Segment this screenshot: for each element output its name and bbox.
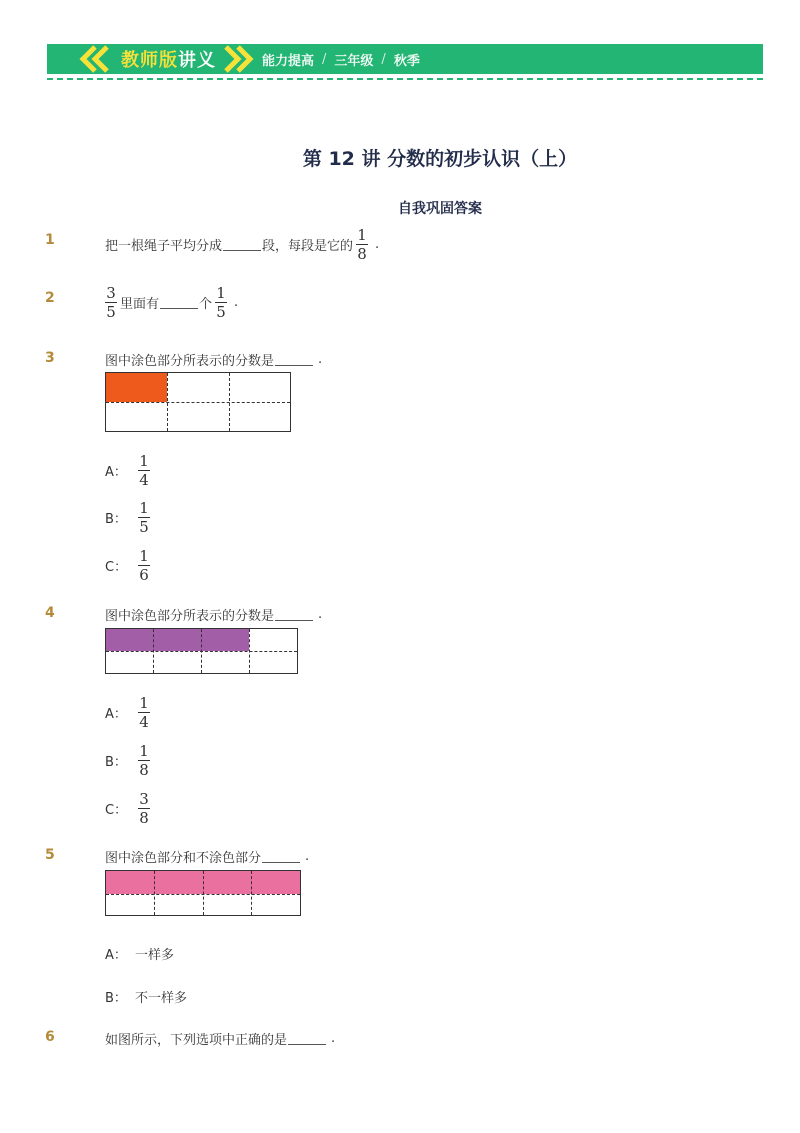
q1-text-a: 把一根绳子平均分成 bbox=[105, 239, 223, 254]
fraction-numerator: 1 bbox=[357, 226, 367, 244]
q5-text: 图中涂色部分和不涂色部分 bbox=[105, 851, 262, 866]
option-label: B： bbox=[105, 755, 127, 770]
grid-divider bbox=[251, 871, 252, 915]
brand-part2: 讲义 bbox=[178, 50, 216, 71]
fraction-grid-figure bbox=[105, 628, 298, 674]
q1-text-b: 段，每段是它的 bbox=[262, 239, 354, 254]
q2-text-b: 个 bbox=[199, 297, 213, 312]
crumb-separator: / bbox=[322, 51, 327, 67]
question-2 bbox=[105, 284, 238, 321]
crumb-separator: / bbox=[381, 51, 386, 67]
q6-text: 如图所示，下列选项中正确的是 bbox=[105, 1033, 288, 1048]
question-1 bbox=[105, 226, 379, 263]
fraction bbox=[138, 790, 150, 827]
option-label: C： bbox=[105, 803, 128, 818]
fraction-denominator: 5 bbox=[216, 303, 226, 321]
q3-text: 图中涂色部分所表示的分数是 bbox=[105, 354, 275, 369]
fraction-grid-figure bbox=[105, 372, 291, 432]
fraction-denominator: 6 bbox=[139, 566, 149, 584]
fraction bbox=[138, 452, 150, 489]
question-number: 6 bbox=[45, 1029, 55, 1045]
option-a[interactable] bbox=[105, 944, 174, 963]
fraction-denominator: 5 bbox=[139, 518, 149, 536]
option-c[interactable] bbox=[105, 547, 153, 584]
question-number: 4 bbox=[45, 605, 55, 621]
grid-divider bbox=[154, 871, 155, 915]
fraction bbox=[138, 499, 150, 536]
question-5 bbox=[105, 847, 309, 866]
fraction-denominator: 8 bbox=[139, 761, 149, 779]
option-label: B： bbox=[105, 991, 127, 1006]
period: . bbox=[318, 352, 323, 367]
answer-blank bbox=[275, 353, 313, 366]
shaded-cell bbox=[106, 373, 167, 402]
period: . bbox=[318, 607, 323, 622]
fraction bbox=[215, 284, 227, 321]
brand-title bbox=[121, 46, 216, 72]
header-banner bbox=[47, 44, 763, 74]
option-value: 不一样多 bbox=[135, 991, 188, 1006]
question-number: 3 bbox=[45, 350, 55, 366]
fraction bbox=[356, 226, 368, 263]
option-b[interactable] bbox=[105, 987, 187, 1006]
fraction bbox=[138, 547, 150, 584]
option-label: A： bbox=[105, 465, 127, 480]
answer-blank bbox=[223, 238, 261, 251]
header-divider bbox=[47, 78, 763, 80]
period: . bbox=[305, 849, 310, 864]
fraction bbox=[105, 284, 117, 321]
fraction-denominator: 5 bbox=[106, 303, 116, 321]
option-a[interactable] bbox=[105, 694, 153, 731]
fraction-denominator: 8 bbox=[139, 809, 149, 827]
grid-divider bbox=[106, 402, 290, 403]
option-b[interactable] bbox=[105, 742, 153, 779]
fraction-denominator: 8 bbox=[357, 245, 367, 263]
breadcrumb bbox=[262, 50, 420, 69]
fraction bbox=[138, 742, 150, 779]
section-subtitle: 自我巩固答案 bbox=[398, 201, 482, 217]
grid-divider bbox=[106, 651, 297, 652]
period: . bbox=[234, 295, 239, 310]
fraction-numerator: 1 bbox=[139, 547, 149, 565]
answer-blank bbox=[275, 608, 313, 621]
crumb-grade: 三年级 bbox=[334, 53, 374, 69]
option-label: A： bbox=[105, 707, 127, 722]
fraction-numerator: 1 bbox=[139, 694, 149, 712]
period: . bbox=[375, 237, 380, 252]
question-number: 1 bbox=[45, 232, 55, 248]
crumb-level: 能力提高 bbox=[262, 53, 315, 69]
grid-divider bbox=[203, 871, 204, 915]
question-number: 2 bbox=[45, 290, 55, 306]
period: . bbox=[331, 1031, 336, 1046]
question-6 bbox=[105, 1029, 335, 1048]
fraction-grid-figure bbox=[105, 870, 301, 916]
fraction-numerator: 1 bbox=[139, 742, 149, 760]
page-title: 第 12 讲 分数的初步认识（上） bbox=[302, 148, 578, 170]
double-chevron-left-icon bbox=[77, 44, 117, 74]
question-4 bbox=[105, 605, 322, 624]
fraction-denominator: 4 bbox=[139, 713, 149, 731]
question-number: 5 bbox=[45, 847, 55, 863]
q2-text-a: 里面有 bbox=[120, 297, 160, 312]
fraction-numerator: 1 bbox=[139, 499, 149, 517]
option-value: 一样多 bbox=[135, 948, 175, 963]
shaded-cell bbox=[106, 629, 249, 651]
answer-blank bbox=[262, 850, 300, 863]
option-a[interactable] bbox=[105, 452, 153, 489]
answer-blank bbox=[160, 296, 198, 309]
fraction bbox=[138, 694, 150, 731]
option-c[interactable] bbox=[105, 790, 153, 827]
answer-blank bbox=[288, 1032, 326, 1045]
option-label: A： bbox=[105, 948, 127, 963]
q4-text: 图中涂色部分所表示的分数是 bbox=[105, 609, 275, 624]
brand-part1: 教师版 bbox=[121, 50, 178, 71]
crumb-season: 秋季 bbox=[393, 53, 420, 69]
option-b[interactable] bbox=[105, 499, 153, 536]
fraction-numerator: 3 bbox=[106, 284, 116, 302]
option-label: C： bbox=[105, 560, 128, 575]
question-3 bbox=[105, 350, 322, 369]
option-label: B： bbox=[105, 512, 127, 527]
fraction-denominator: 4 bbox=[139, 471, 149, 489]
double-chevron-right-icon bbox=[220, 44, 256, 74]
fraction-numerator: 1 bbox=[216, 284, 226, 302]
grid-divider bbox=[106, 894, 300, 895]
fraction-numerator: 1 bbox=[139, 452, 149, 470]
fraction-numerator: 3 bbox=[139, 790, 149, 808]
